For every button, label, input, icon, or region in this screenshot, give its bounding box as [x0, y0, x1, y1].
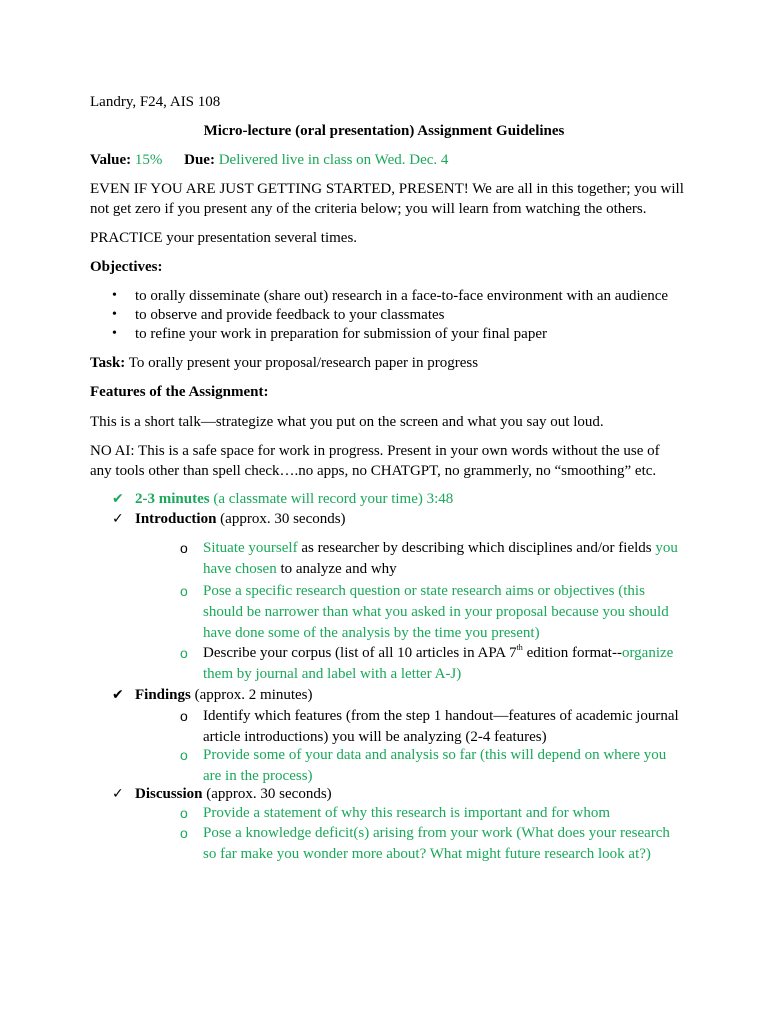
discussion-text [135, 784, 332, 804]
intro-item-green: Situate yourself [203, 540, 298, 556]
introduction-rest: (approx. 30 seconds) [216, 511, 346, 527]
title-text: Micro-lecture (oral presentation) Assignment Guidelines [203, 123, 565, 139]
page-title [0, 121, 768, 141]
time-text [135, 489, 453, 509]
check-icon: ✓ [112, 786, 124, 802]
discussion-bold: Discussion [135, 786, 203, 802]
findings-bold: Findings [135, 687, 191, 703]
objectives-heading [90, 257, 690, 277]
time-rest: (a classmate will record your time) 3:48 [209, 491, 454, 507]
discussion-rest: (approx. 30 seconds) [202, 786, 332, 802]
short-talk-paragraph: This is a short talk—strategize what you put on the screen and what you say out loud. [90, 414, 604, 430]
bullet-icon: • [112, 288, 117, 303]
introduction-text [135, 509, 346, 529]
superscript: th [516, 643, 523, 652]
task-text: To orally present your proposal/research paper in progress [128, 355, 479, 371]
time-bold: 2-3 minutes [135, 491, 210, 507]
sub-bullet-icon: o [180, 747, 188, 763]
value-label: Value: [90, 152, 132, 168]
sub-bullet-icon: o [180, 825, 188, 841]
bullet-icon: • [112, 307, 117, 322]
no-ai-paragraph: NO AI: This is a safe space for work in progress. Present in your own words without the use of any tools other than spell check….no apps, no CHATGPT, no grammerly, no “smoothing” etc. [90, 443, 660, 479]
sub-bullet-icon: o [180, 805, 188, 821]
objective-text: to refine your work in preparation for submission of your final paper [135, 326, 547, 342]
intro-item-black: to analyze and why [276, 561, 397, 577]
intro-item-black: as researcher by describing which disciplines and/or fields [297, 540, 656, 556]
intro-paragraph: EVEN IF YOU ARE JUST GETTING STARTED, PRESENT! We are all in this together; you will not get zero if you present any of the criteria below; you will learn from watching the others. [90, 181, 684, 217]
objective-text: to observe and provide feedback to your classmates [135, 307, 445, 323]
findings-item-text: Provide some of your data and analysis so far (this will depend on where you are in the process) [203, 747, 667, 784]
introduction-item-text [203, 643, 681, 685]
sub-bullet-icon: o [180, 540, 188, 556]
practice-paragraph: PRACTICE your presentation several times. [90, 230, 358, 246]
check-icon: ✔ [112, 687, 124, 703]
sub-bullet-icon: o [180, 645, 188, 661]
sub-bullet-icon: o [180, 583, 188, 599]
check-icon: ✓ [112, 511, 124, 527]
value-text: 15% [134, 152, 163, 168]
intro-item-green: organize them by journal and label with a letter A-J) [203, 645, 674, 682]
introduction-item-text: Pose a specific research question or state research aims or objectives (this should be narrower than what you asked in your proposal because you should have done some of the analysis by the time you present) [203, 583, 669, 641]
findings-item-text: Identify which features (from the step 1 handout—features of academic journal article introductions) you will be analyzing (2-4 features) [203, 708, 679, 745]
findings-text [135, 685, 313, 705]
sub-bullet-icon: o [180, 708, 188, 724]
discussion-item-text: Provide a statement of why this research is important and for whom [203, 805, 610, 821]
introduction-item-text [203, 538, 681, 580]
intro-item-green: you have chosen [203, 540, 678, 577]
intro-item-black: edition format-- [522, 645, 622, 661]
introduction-bold: Introduction [135, 511, 217, 527]
findings-rest: (approx. 2 minutes) [190, 687, 313, 703]
discussion-item-text: Pose a knowledge deficit(s) arising from your work (What does your research so far make you wonder more about? What might future research look at?) [203, 825, 670, 862]
header-line: Landry, F24, AIS 108 [90, 94, 221, 110]
features-heading [90, 382, 690, 402]
task-label: Task: [90, 355, 126, 371]
objective-text: to orally disseminate (share out) research in a face-to-face environment with an audience [135, 288, 669, 304]
value-due-line [90, 150, 690, 170]
task-line [90, 353, 690, 373]
due-text: Delivered live in class on Wed. Dec. 4 [218, 152, 449, 168]
features-heading-text: Features of the Assignment: [90, 384, 269, 400]
objectives-heading-text: Objectives: [90, 259, 163, 275]
intro-item-black: Describe your corpus (list of all 10 articles in APA 7 [203, 645, 517, 661]
due-label: Due: [184, 152, 215, 168]
bullet-icon: • [112, 326, 117, 341]
check-icon: ✔ [112, 491, 124, 507]
